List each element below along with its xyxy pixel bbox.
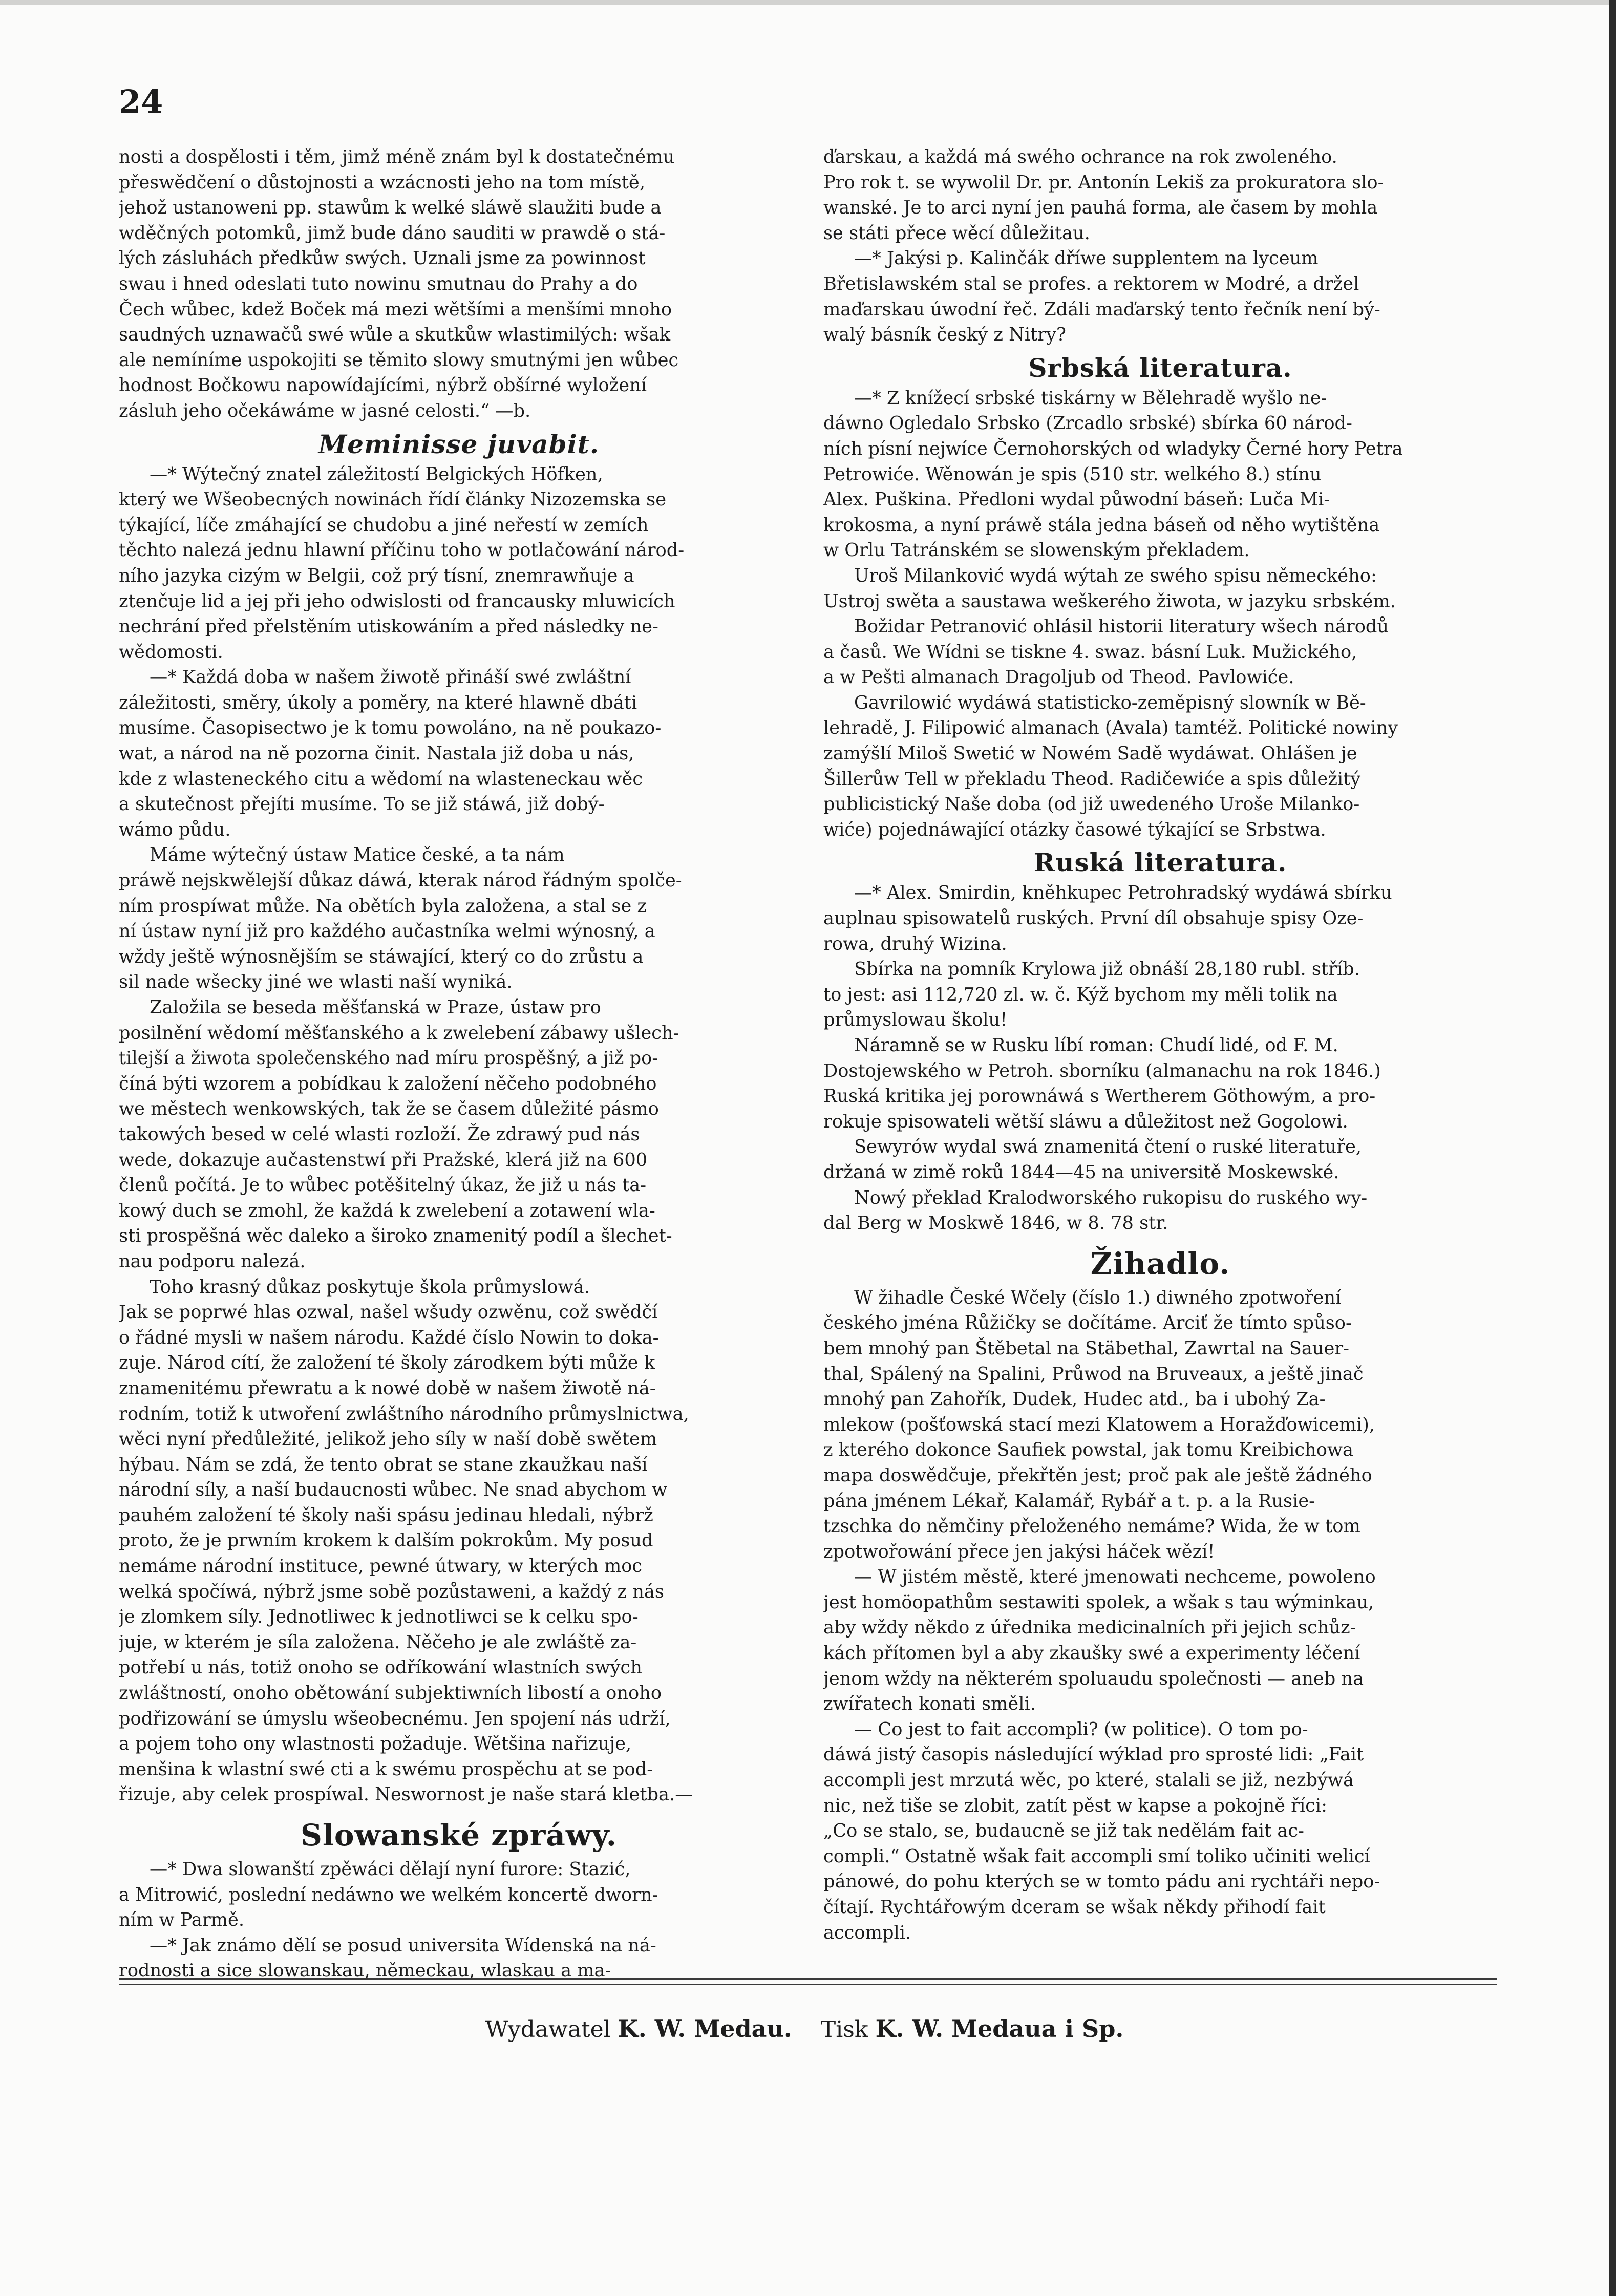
text-line: w Orlu Tatránském se slowenským překladem.	[823, 540, 1250, 561]
text-line: accompli.	[823, 1922, 911, 1943]
text-line: mapa doswědčuje, překřtěn jest; proč pak ale ještě žádného	[823, 1464, 1372, 1486]
text-line: lehradě, J. Filipowić almanach (Avala) tamtéž. Politické nowiny	[823, 717, 1398, 739]
section-heading-slowanske-zpravy: Slowanské zpráwy.	[300, 1818, 617, 1853]
text-line: Alex. Puškina. Předloni wydal půwodní báseň: Luča Mi-	[823, 489, 1330, 511]
text-line: Toho krasný důkaz poskytuje škola průmyslowá.	[150, 1276, 590, 1298]
text-line: číná býti wzorem a pobídkau k založení něčeho podobného	[119, 1073, 657, 1094]
text-line: nechrání před přelstěním utiskowáním a před následky ne-	[119, 616, 658, 637]
text-line: čítají. Rychtářowým dceram se wšak někdy přihodí fait	[823, 1897, 1326, 1918]
text-line: práwě nejskwělejší důkaz dáwá, kterak národ řádným spolče-	[119, 870, 682, 891]
paragraph	[119, 462, 799, 665]
text-line: Dostojewského w Petroh. sborníku (almanachu na rok 1846.)	[823, 1060, 1381, 1081]
text-line: juje, w kterém je síla založena. Něčeho je ale zwláště za-	[119, 1631, 637, 1653]
text-line: podřizowání se úmyslu wšeobecnému. Jen spojení nás udrží,	[119, 1708, 671, 1729]
text-line: saudných uznawačů swé wůle a skutkůw wlastimilých: wšak	[119, 324, 671, 346]
text-line: nemáme národní instituce, pewné útwary, w kterých moc	[119, 1556, 643, 1577]
text-line: zpotwořowání přece jen jakýsi háček wězí!	[823, 1541, 1215, 1562]
paragraph	[119, 1274, 799, 1808]
text-line: mnohý pan Zahořík, Dudek, Hudec atd., ba i ubohý Za-	[823, 1389, 1326, 1410]
text-line: zamýšlí Miloš Swetić w Nowém Sadě wydáwat. Ohlášen je	[823, 743, 1357, 764]
paragraph	[119, 995, 799, 1274]
text-line: Sewyrów wydal swá znamenitá čtení o ruské literatuře,	[854, 1136, 1362, 1158]
text-line: wiće) pojednáwající otázky časowé týkající se Srbstwa.	[823, 819, 1326, 840]
text-line: compli.“ Ostatně wšak fait accompli smí toliko učiniti welicí	[823, 1845, 1370, 1867]
text-line: publicistický Naše doba (od již uwedeného Uroše Milanko-	[823, 794, 1360, 815]
text-line: swau i hned odeslati tuto nowinu smutnau do Prahy a do	[119, 273, 638, 294]
paragraph	[823, 1285, 1497, 1565]
text-line: —* Wýtečný znatel záležitostí Belgických Höfken,	[150, 463, 603, 485]
text-line: Ruská kritika jej porownáwá s Wertherem Göthowým, a pro-	[823, 1086, 1376, 1107]
text-line: řizuje, aby celek prospíwal. Neswornost je naše stará kletba.—	[119, 1784, 693, 1805]
text-line: těchto nalezá jednu hlawní příčinu toho w potlačowání národ-	[119, 540, 685, 561]
paragraph	[823, 690, 1497, 843]
text-line: Čech wůbec, kdež Boček má mezi wětšími a menšími mnoho	[119, 299, 672, 320]
text-line: jest homöopathům sestawiti spolek, a wšak s tau wýminkau,	[823, 1591, 1374, 1613]
text-line: zwláštností, onoho obětowání subjektiwních libostí a onoho	[119, 1683, 662, 1704]
text-line: jehož ustanoweni pp. stawům k welké sláwě slaužiti bude a	[119, 197, 662, 219]
text-line: thal, Spálený na Spalini, Průwod na Bruveaux, a ještě jinač	[823, 1363, 1364, 1385]
text-line: tzschka do němčiny přeloženého nemáme? Wida, že w tom	[823, 1516, 1360, 1537]
text-line: kowý duch se zmohl, že každá k zwelebení a zotawení wla-	[119, 1200, 655, 1221]
paragraph	[823, 1185, 1497, 1236]
text-line: —* Alex. Smirdin, kněhkupec Petrohradský wydáwá sbírku	[854, 882, 1392, 904]
text-line: Šillerůw Tell w překladu Theod. Radičewiće a spis důležitý	[823, 768, 1361, 790]
text-line: Jak se poprwé hlas ozwal, našel wšudy ozwěnu, což swědčí	[119, 1302, 658, 1323]
text-line: Ustroj swěta a saustawa weškerého žiwota, w jazyku srbském.	[823, 590, 1396, 612]
text-line: posilnění wědomí měšťanského a k zwelebení zábawy ušlech-	[119, 1022, 679, 1044]
text-line: —* Dwa slowanští zpěwáci dělají nyní furore: Stazić,	[150, 1859, 631, 1880]
text-line: ní ústaw nyní již pro každého aučastníka welmi wýnosný, a	[119, 921, 655, 942]
text-line: ního jazyka cizým w Belgii, což prý tísní, znemrawňuje a	[119, 565, 634, 586]
text-line: o řádné mysli w našem národu. Každé číslo Nowin to doka-	[119, 1327, 659, 1348]
paragraph	[823, 1717, 1497, 1945]
text-line: —* Z knížecí srbské tiskárny w Bělehradě wyšlo ne-	[854, 387, 1327, 409]
text-line: dáwá jistý časopis následující wýklad pro sprosté lidi: „Fait	[823, 1744, 1364, 1766]
text-line: welká spočíwá, nýbrž jsme sobě pozůstaweni, a každý z nás	[119, 1581, 664, 1602]
text-line: wede, dokazuje aučastenstwí při Pražské, klerá již na 600	[119, 1149, 648, 1171]
text-line: průmyslowau školu!	[823, 1009, 1008, 1031]
text-line: „Co se stalo, se, budaucně se již tak nedělám fait ac-	[823, 1820, 1304, 1842]
text-line: Sbírka na pomník Krylowa již obnáší 28,180 rubl. stříb.	[854, 959, 1360, 980]
text-line: z kterého dokonce Saufiek powstal, jak tomu Kreibichowa	[823, 1439, 1354, 1461]
text-line: —* Každá doba w našem žiwotě přináší swé zwláštní	[150, 667, 631, 688]
text-line: menšina k wlastní swé cti a k swému prospěchu at se pod-	[119, 1758, 653, 1780]
text-line: ale nemíníme uspokojiti se těmito slowy smutnými jen wůbec	[119, 349, 679, 371]
text-line: wámo půdu.	[119, 819, 231, 840]
text-line: Náramně se w Rusku líbí roman: Chudí lidé, od F. M.	[854, 1035, 1338, 1056]
text-line: potřebí u nás, totiž onoho se odříkowání wlastních swých	[119, 1657, 642, 1678]
paragraph	[823, 1033, 1497, 1134]
text-line: —* Jak známo dělí se posud universita Wídenská na ná-	[150, 1934, 656, 1956]
text-line: wanské. Je to arci nyní jen pauhá forma, ale časem by mohla	[823, 197, 1378, 219]
paragraph	[823, 563, 1497, 614]
scan-right-edge	[1609, 0, 1616, 2296]
publisher-label: Wydawatel	[485, 2016, 611, 2043]
text-line: a časů. We Wídni se tiskne 4. swaz. básní Luk. Mužického,	[823, 641, 1357, 663]
section-heading-zihadlo: Žihadlo.	[1090, 1246, 1230, 1281]
text-line: ztenčuje lid a jej při jeho odwislosti od francausky mluwicích	[119, 590, 675, 612]
paragraph-intro	[119, 144, 799, 424]
text-line: kde z wlasteneckého citu a wědomí na wlasteneckau wěc	[119, 768, 643, 790]
page-number: 24	[119, 83, 163, 120]
footer-rule-top	[119, 1978, 1497, 1980]
text-line: pauhém založení té školy naši spásu jedinau hledali, nýbrž	[119, 1504, 653, 1526]
text-line: maďarskau úwodní řeč. Zdáli maďarský tento řečník není bý-	[823, 299, 1380, 320]
text-line: rokuje spisowateli wětší sláwu a důležitost než Gogolowi.	[823, 1111, 1348, 1132]
text-line: —* Jakýsi p. Kalinčák dříwe supplentem na lyceum	[854, 248, 1319, 269]
text-line: přeswědčení o důstojnosti a wzácnosti jeho na tom místě,	[119, 172, 645, 193]
text-line: a w Pešti almanach Dragoljub od Theod. Pavlowiće.	[823, 667, 1294, 688]
text-line: týkající, líče zmáhající se chudobu a jiné neřestí w zemích	[119, 514, 649, 536]
text-line: to jest: asi 112,720 zl. w. č. Kýž bychom my měli tolik na	[823, 984, 1338, 1005]
text-line: a Mitrowić, poslední nedáwno we welkém koncertě dworn-	[119, 1884, 658, 1905]
text-line: wždy ještě wýnosnějším se stáwající, který co do zrůstu a	[119, 946, 644, 967]
text-line: ním prospíwat může. Na obětích byla založena, a stal se z	[119, 895, 647, 917]
text-line: lých zásluhách předkůw swých. Uznali jsme za powinnost	[119, 248, 646, 269]
text-line: walý básník český z Nitry?	[823, 324, 1066, 346]
text-line: auplnau spisowatelů ruských. První díl obsahuje spisy Oze-	[823, 908, 1364, 929]
text-line: we městech wenkowských, tak že se časem důležité pásmo	[119, 1098, 659, 1120]
text-line: Máme wýtečný ústaw Matice české, a ta nám	[150, 844, 565, 866]
section-heading-meminisse: Meminisse juvabit.	[318, 429, 600, 459]
text-line: sil nade wšecky jiné we wlasti naší wyniká.	[119, 971, 513, 993]
text-line: zwířatech konati směli.	[823, 1693, 1036, 1715]
paragraph	[823, 1564, 1497, 1717]
paragraph	[823, 1134, 1497, 1185]
text-line: proto, že je prwním krokem k dalším pokrokům. My posud	[119, 1530, 653, 1551]
text-line: — W jistém městě, které jmenowati nechceme, powoleno	[854, 1566, 1376, 1588]
right-column	[823, 144, 1497, 1945]
text-line: rodnosti a sice slowanskau, německau, wlaskau a ma-	[119, 1960, 611, 1982]
text-line: rodním, totiž k utwoření zwláštního národního průmyslnictwa,	[119, 1403, 689, 1425]
text-line: národní síly, a naší budaucnosti wůbec. Ne snad abychom w	[119, 1479, 668, 1501]
paragraph	[119, 1857, 799, 1933]
text-line: krokosma, a nyní práwě stála jedna báseň od něho wytištěna	[823, 514, 1380, 536]
text-line: jenom wždy na některém spoluaudu společnosti — aneb na	[823, 1668, 1364, 1689]
footer-rule-bottom	[119, 1984, 1497, 1985]
text-line: který we Wšeobecných nowinách řídí články Nizozemska se	[119, 489, 667, 511]
text-line: sti prospěšná wěc daleko a široko znamenitý podíl a šlechet-	[119, 1225, 672, 1247]
left-column	[119, 144, 799, 1984]
text-line: ních písní nejwíce Černohorských od wladyky Černé hory Petra	[823, 438, 1403, 459]
text-line: držaná w zimě roků 1844—45 na universitě Moskewské.	[823, 1161, 1339, 1183]
text-line: záležitosti, směry, úkoly a poměry, na které hlawně dbáti	[119, 692, 637, 713]
publisher-name: K. W. Medau.	[618, 2015, 792, 2043]
text-line: mlekow (pošťowská stací mezi Klatowem a Horažďowicemi),	[823, 1414, 1375, 1435]
text-line: wěci nyní předůležité, jelikož jeho síly w naší době swětem	[119, 1429, 657, 1450]
text-line: W žihadle České Wčely (číslo 1.) diwného zpotwoření	[854, 1287, 1342, 1308]
paragraph	[823, 386, 1497, 563]
text-line: Břetislawském stal se profes. a rektorem w Modré, a držel	[823, 273, 1359, 294]
text-line: nosti a dospělosti i těm, jimž méně znám byl k dostatečnému	[119, 146, 675, 167]
text-line: pána jménem Lékař, Kalamář, Rybář a t. p. a la Rusie-	[823, 1490, 1315, 1512]
scan-top-edge	[0, 0, 1609, 5]
text-line: Gavrilowić wydáwá statisticko-zeměpisný slowník w Bě-	[854, 692, 1366, 713]
section-heading-ruska-literatura: Ruská literatura.	[1033, 847, 1287, 878]
text-line: ním w Parmě.	[119, 1909, 245, 1931]
text-line: bem mnohý pan Štěbetal na Stäbethal, Zawrtal na Sauer-	[823, 1337, 1350, 1359]
text-line: a pojem toho ony wlastnosti požaduje. Wětšina nařizuje,	[119, 1733, 632, 1755]
text-line: Založila se beseda měšťanská w Praze, ústaw pro	[150, 997, 601, 1018]
paragraph	[119, 842, 799, 995]
paragraph	[823, 880, 1497, 956]
paragraph	[823, 246, 1497, 347]
text-line: tilejší a žiwota společenského nad míru prospěšný, a již po-	[119, 1048, 658, 1069]
paragraph	[119, 665, 799, 842]
text-line: nau podporu nalezá.	[119, 1250, 306, 1272]
text-line: wat, a národ na ně pozorna činit. Nastala již doba u nás,	[119, 743, 634, 764]
paragraph	[823, 614, 1497, 690]
text-line: accompli jest mrzutá wěc, po které, stalali se již, nezbýwá	[823, 1770, 1354, 1791]
text-line: pánowé, do pohu kterých se w tomto pádu ani rychtáři nepo-	[823, 1871, 1380, 1893]
text-line: musíme. Časopisectwo je k tomu powoláno, na ně poukazo-	[119, 717, 662, 739]
text-line: zásluh jeho očekáwáme w jasné celosti.“ —b.	[119, 400, 531, 421]
paragraph	[823, 956, 1497, 1033]
text-line: hýbau. Nám se zdá, že tento obrat se stane zkaužkau naší	[119, 1454, 648, 1475]
text-line: Pro rok t. se wywolil Dr. pr. Antonín Lekiš za prokuratora slo-	[823, 172, 1384, 193]
text-line: rowa, druhý Wizina.	[823, 933, 1007, 954]
text-line: členů počítá. Je to wůbec potěšitelný úkaz, že již u nás ta-	[119, 1175, 647, 1196]
text-line: — Co jest to fait accompli? (w politice). O tom po-	[854, 1718, 1308, 1740]
text-line: Božidar Petranović ohlásil historii literatury wšech národů	[854, 616, 1389, 637]
text-line: wědomosti.	[119, 641, 223, 663]
print-label: Tisk	[820, 2016, 868, 2043]
text-line: dáwno Ogledalo Srbsko (Zrcadlo srbské) sbírka 60 národ-	[823, 413, 1352, 434]
imprint	[0, 2015, 1609, 2043]
printer-name: K. W. Medaua i Sp.	[875, 2015, 1124, 2043]
paragraph	[823, 144, 1497, 246]
text-line: nic, než tiše se zlobit, zatít pěst w kapse a pokojně říci:	[823, 1795, 1328, 1816]
text-line: Uroš Milanković wydá wýtah ze swého spisu německého:	[854, 565, 1377, 586]
text-line: znamenitému přewratu a k nowé době w našem žiwotě ná-	[119, 1377, 656, 1399]
text-line: Petrowiće. Wěnowán je spis (510 str. welkého 8.) stínu	[823, 463, 1322, 485]
text-line: kách přítomen byl a aby zkaušky swé a experimenty léčení	[823, 1643, 1360, 1664]
text-line: se státi přece wěcí důležitau.	[823, 222, 1090, 244]
text-line: hodnost Bočkowu napowídajícími, nýbrž obšírné wyložení	[119, 375, 647, 396]
text-line: ďarskau, a každá má swého ochrance na rok zwoleného.	[823, 146, 1337, 167]
text-line: a skutečnost přejíti musíme. To se již stáwá, již dobý-	[119, 794, 605, 815]
paragraph	[119, 1933, 799, 1984]
text-line: zuje. Národ cítí, že založení té školy zárodkem býti může k	[119, 1352, 655, 1374]
text-line: dal Berg w Moskwě 1846, w 8. 78 str.	[823, 1213, 1168, 1234]
text-line: aby wždy někdo z úřednika medicinalních při jejich schůz-	[823, 1617, 1356, 1639]
text-line: je zlomkem síly. Jednotliwec k jednotliwci se k celku spo-	[119, 1606, 639, 1628]
text-line: takowých besed w celé wlasti rozloží. Že zdrawý pud nás	[119, 1123, 640, 1145]
section-heading-srbska-literatura: Srbská literatura.	[1028, 352, 1292, 383]
text-line: českého jména Růžičky se dočítáme. Arciť že tímto spůso-	[823, 1312, 1352, 1334]
text-line: Nowý překlad Kralodworského rukopisu do ruského wy-	[854, 1187, 1368, 1208]
text-line: wděčných potomků, jimž bude dáno sauditi w prawdě o stá-	[119, 222, 666, 244]
